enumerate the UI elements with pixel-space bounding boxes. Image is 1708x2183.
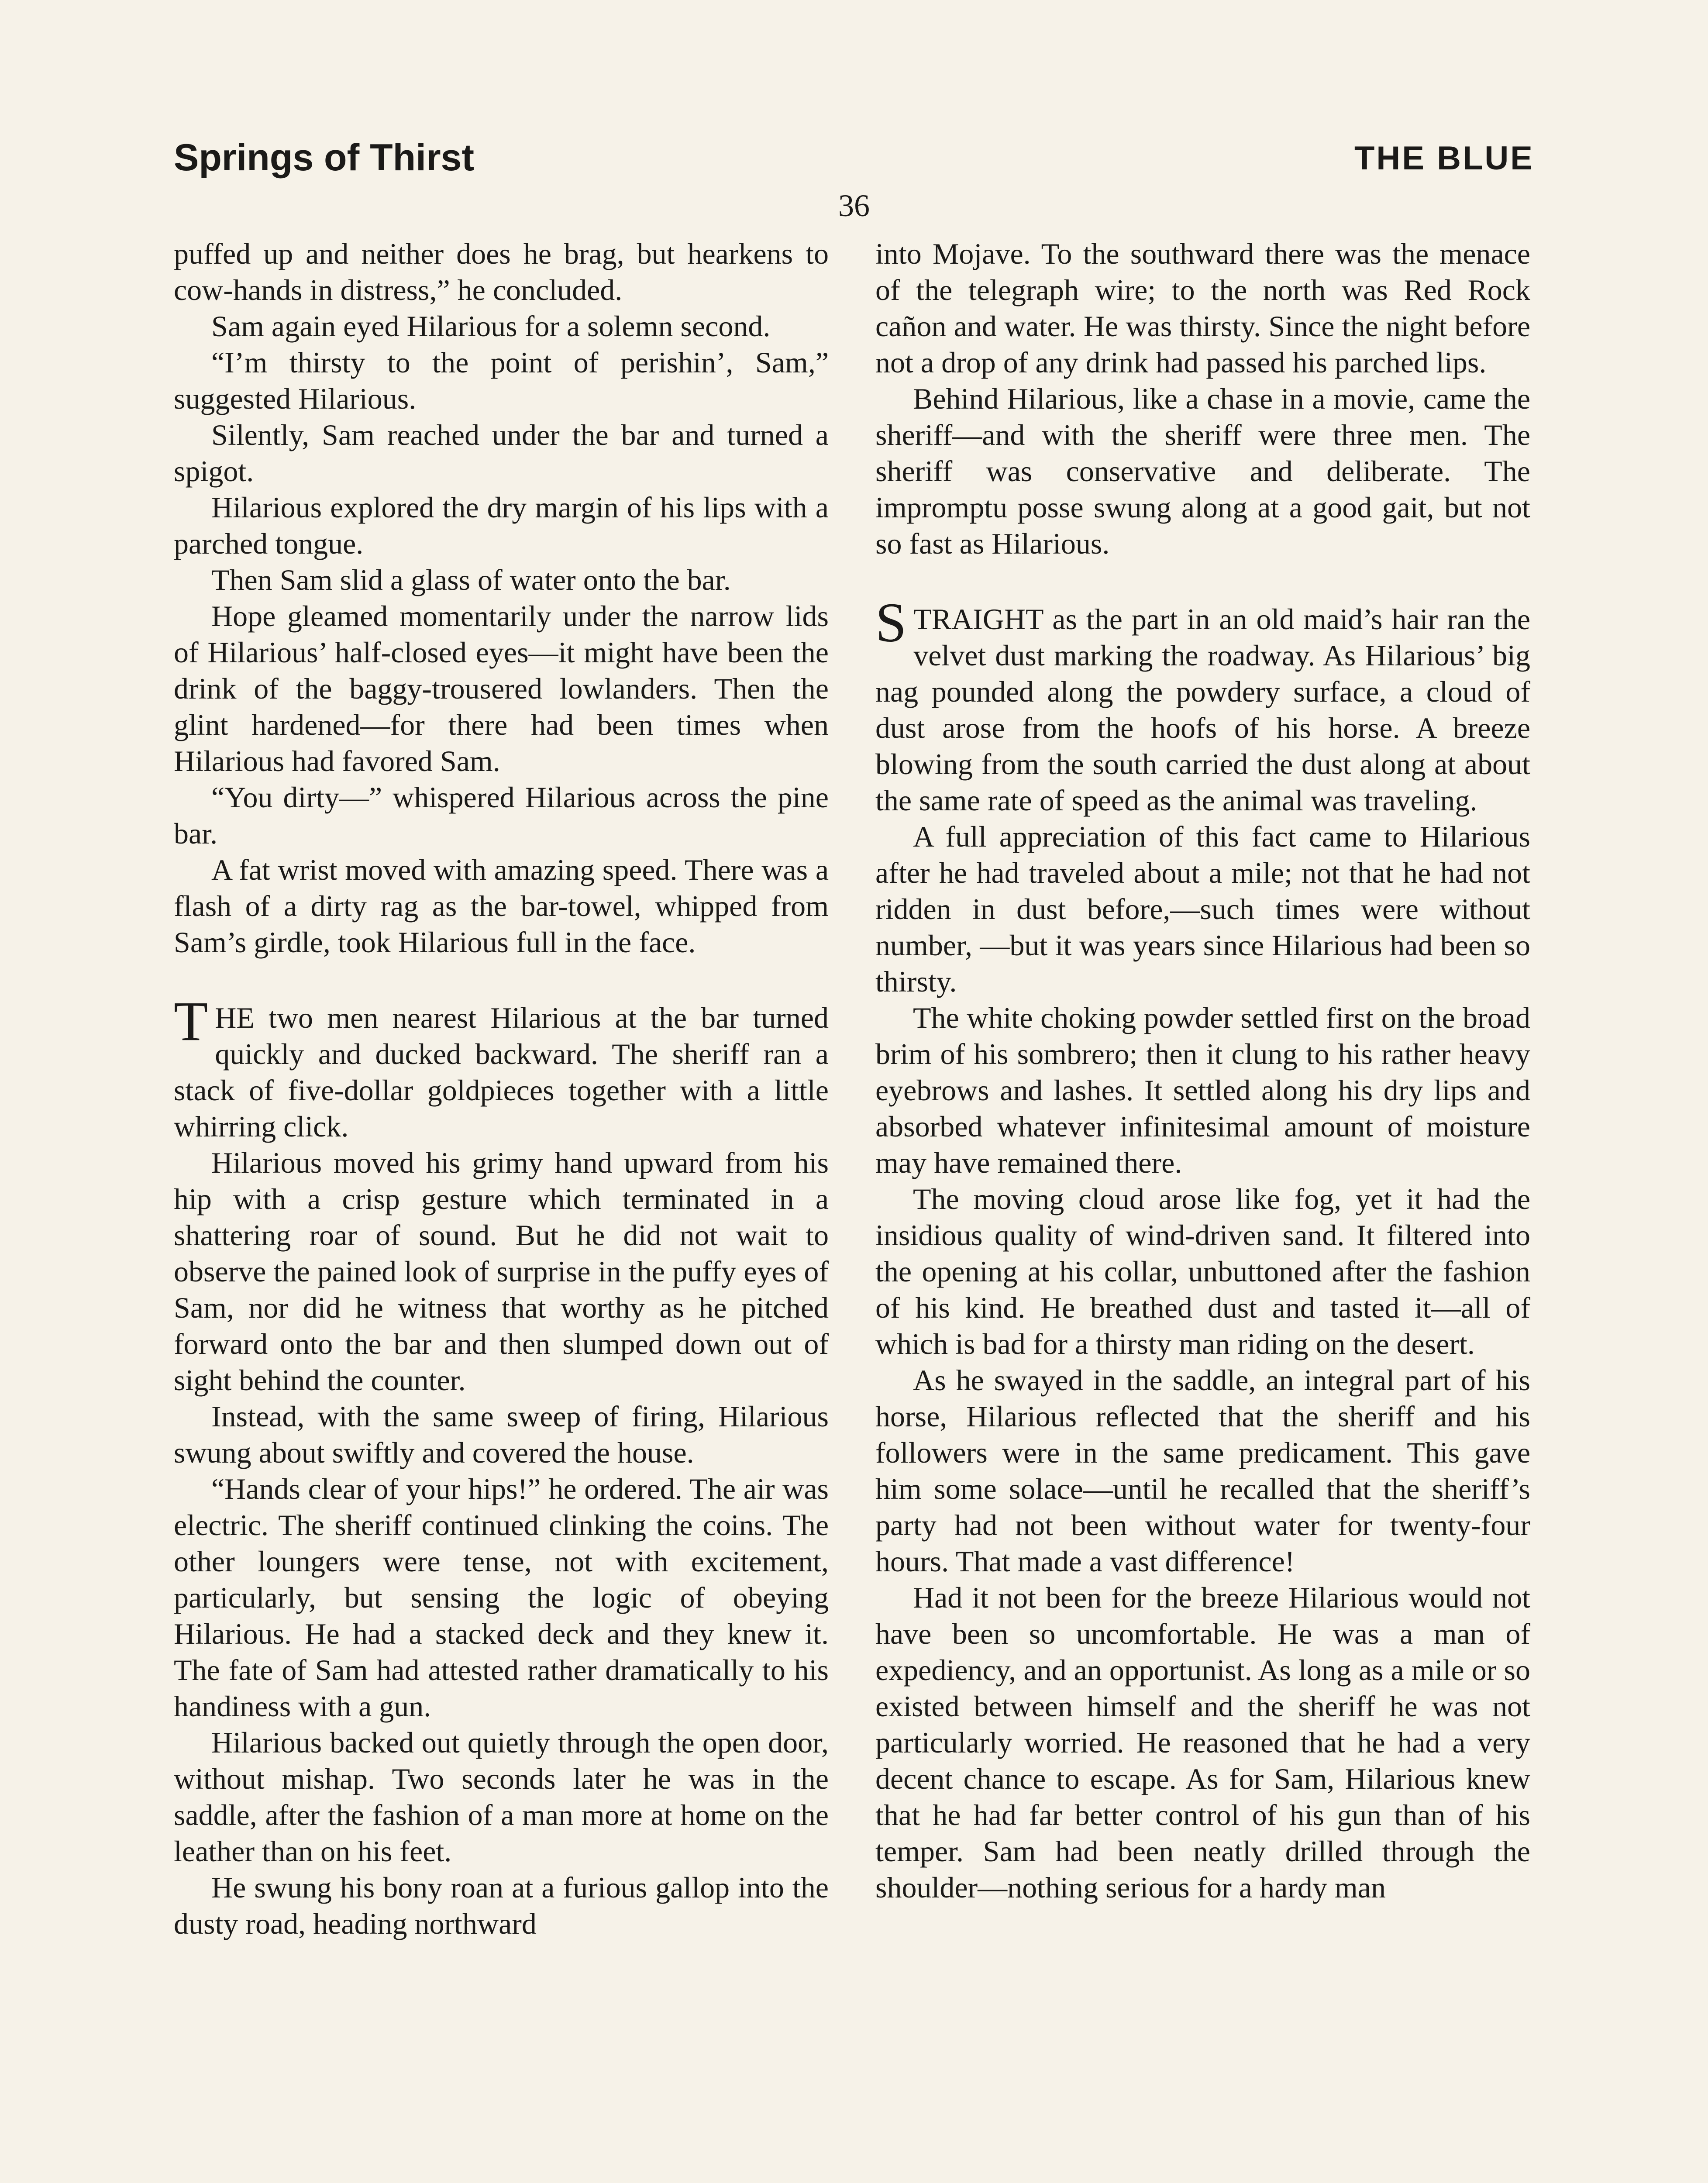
paragraph: The moving cloud arose like fog, yet it had the insidious quality of wind-driven sand. It filtered into the opening at his collar, unbuttoned after the fashion of his kind. He breathed dust and tasted it—all of which is bad for a thirsty man riding on the desert. xyxy=(875,1182,1530,1360)
paragraph: “You dirty—” whispered Hilarious across the pine bar. xyxy=(174,781,829,850)
paragraph: “I’m thirsty to the point of perishin’, Sam,” suggested Hilarious. xyxy=(174,346,829,415)
paragraph: Hope gleamed momentarily under the narrow lids of Hilarious’ half-closed eyes—it might have been the drink of the baggy-trousered lowlanders. Then the glint hardened—for there had been times when Hilarious had favored Sam. xyxy=(174,599,829,778)
paragraph: The white choking powder settled first on the broad brim of his sombrero; then it clung to his rather heavy eyebrows and lashes. It settled along his dry lips and absorbed whatever infinitesimal amount of moisture may have remained there. xyxy=(875,1001,1530,1179)
paragraph: As he swayed in the saddle, an integral part of his horse, Hilarious reflected that the sheriff and his followers were in the same predicament. This gave him some solace—until he recalled that the sheriff’s party had not been without water for twenty-four hours. That made a vast difference! xyxy=(875,1364,1530,1578)
paragraph: A full appreciation of this fact came to Hilarious after he had traveled about a mile; not that he had not ridden in dust before,—such times were without number, —but it was years since Hilarious had been so thirsty. xyxy=(875,820,1530,998)
section-paragraph xyxy=(875,592,1530,819)
magazine-name: THE BLUE xyxy=(1354,140,1534,177)
story-title: Springs of Thirst xyxy=(174,137,474,179)
paragraph: Hilarious explored the dry margin of his lips with a parched tongue. xyxy=(174,491,829,560)
paragraph: Sam again eyed Hilarious for a solemn second. xyxy=(211,310,771,343)
paragraph: Hilarious backed out quietly through the open door, without mishap. Two seconds later he was in the saddle, after the fashion of a man more at home on the leather than on his feet. xyxy=(174,1726,829,1868)
paragraph-text: TRAIGHT as the part in an old maid’s hair ran the velvet dust marking the roadway. As Hilarious’ big nag pounded along the powdery surface, a cloud of dust arose from the hoofs of his horse. A breeze blowing from the south carried the dust along at about the same rate of speed as the animal was traveling. xyxy=(875,603,1530,817)
section-paragraph xyxy=(174,990,829,1145)
page-number: 36 xyxy=(838,188,870,223)
paragraph: A fat wrist moved with amazing speed. There was a flash of a dirty rag as the bar-towel, whipped from Sam’s girdle, took Hilarious full in the face. xyxy=(174,853,829,959)
paragraph: Had it not been for the breeze Hilarious would not have been so uncomfortable. He was a man of expediency, and an opportunist. As long as a mile or so existed between himself and the sheriff he was not particularly worried. He reasoned that he had a very decent chance to escape. As for Sam, Hilarious knew that he had far better control of his gun than of his temper. Sam had been neatly drilled through the shoulder—nothing serious for a hardy man xyxy=(875,1581,1530,1904)
paragraph: puffed up and neither does he brag, but hearkens to cow-hands in distress,” he concluded. xyxy=(174,237,829,306)
paragraph: into Mojave. To the southward there was the menace of the telegraph wire; to the north was Red Rock cañon and water. He was thirsty. Since the night before not a drop of any drink had passed his parched lips. xyxy=(875,237,1530,379)
paragraph: Silently, Sam reached under the bar and turned a spigot. xyxy=(174,418,829,488)
paragraph-text: HE two men nearest Hilarious at the bar turned quickly and ducked backward. The sheriff ran a stack of five-dollar goldpieces together with a little whirring click. xyxy=(174,1001,829,1143)
drop-cap: T xyxy=(174,990,208,1052)
paragraph: Hilarious moved his grimy hand upward from his hip with a crisp gesture which terminated in a shattering roar of sound. But he did not wait to observe the pained look of surprise in the puffy eyes of Sam, nor did he witness that worthy as he pitched forward onto the bar and then slumped down out of sight behind the counter. xyxy=(174,1146,829,1397)
paragraph: Instead, with the same sweep of firing, Hilarious swung about swiftly and covered the house. xyxy=(174,1400,829,1469)
paragraph: He swung his bony roan at a furious gallop into the dusty road, heading northward xyxy=(174,1871,829,1940)
right-column xyxy=(875,236,1530,1906)
paragraph: Behind Hilarious, like a chase in a movie, came the sheriff—and with the sheriff were three men. The sheriff was conservative and deliberate. The impromptu posse swung along at a good gait, but not so fast as Hilarious. xyxy=(875,382,1530,560)
paragraph: “Hands clear of your hips!” he ordered. The air was electric. The sheriff continued clinking the coins. The other loungers were tense, not with excitement, particularly, but sensing the logic of obeying Hilarious. He had a stacked deck and they knew it. The fate of Sam had attested rather dramatically to his handiness with a gun. xyxy=(174,1472,829,1723)
drop-cap: S xyxy=(875,592,907,654)
paragraph: Then Sam slid a glass of water onto the bar. xyxy=(211,563,731,596)
left-column xyxy=(174,236,829,1942)
